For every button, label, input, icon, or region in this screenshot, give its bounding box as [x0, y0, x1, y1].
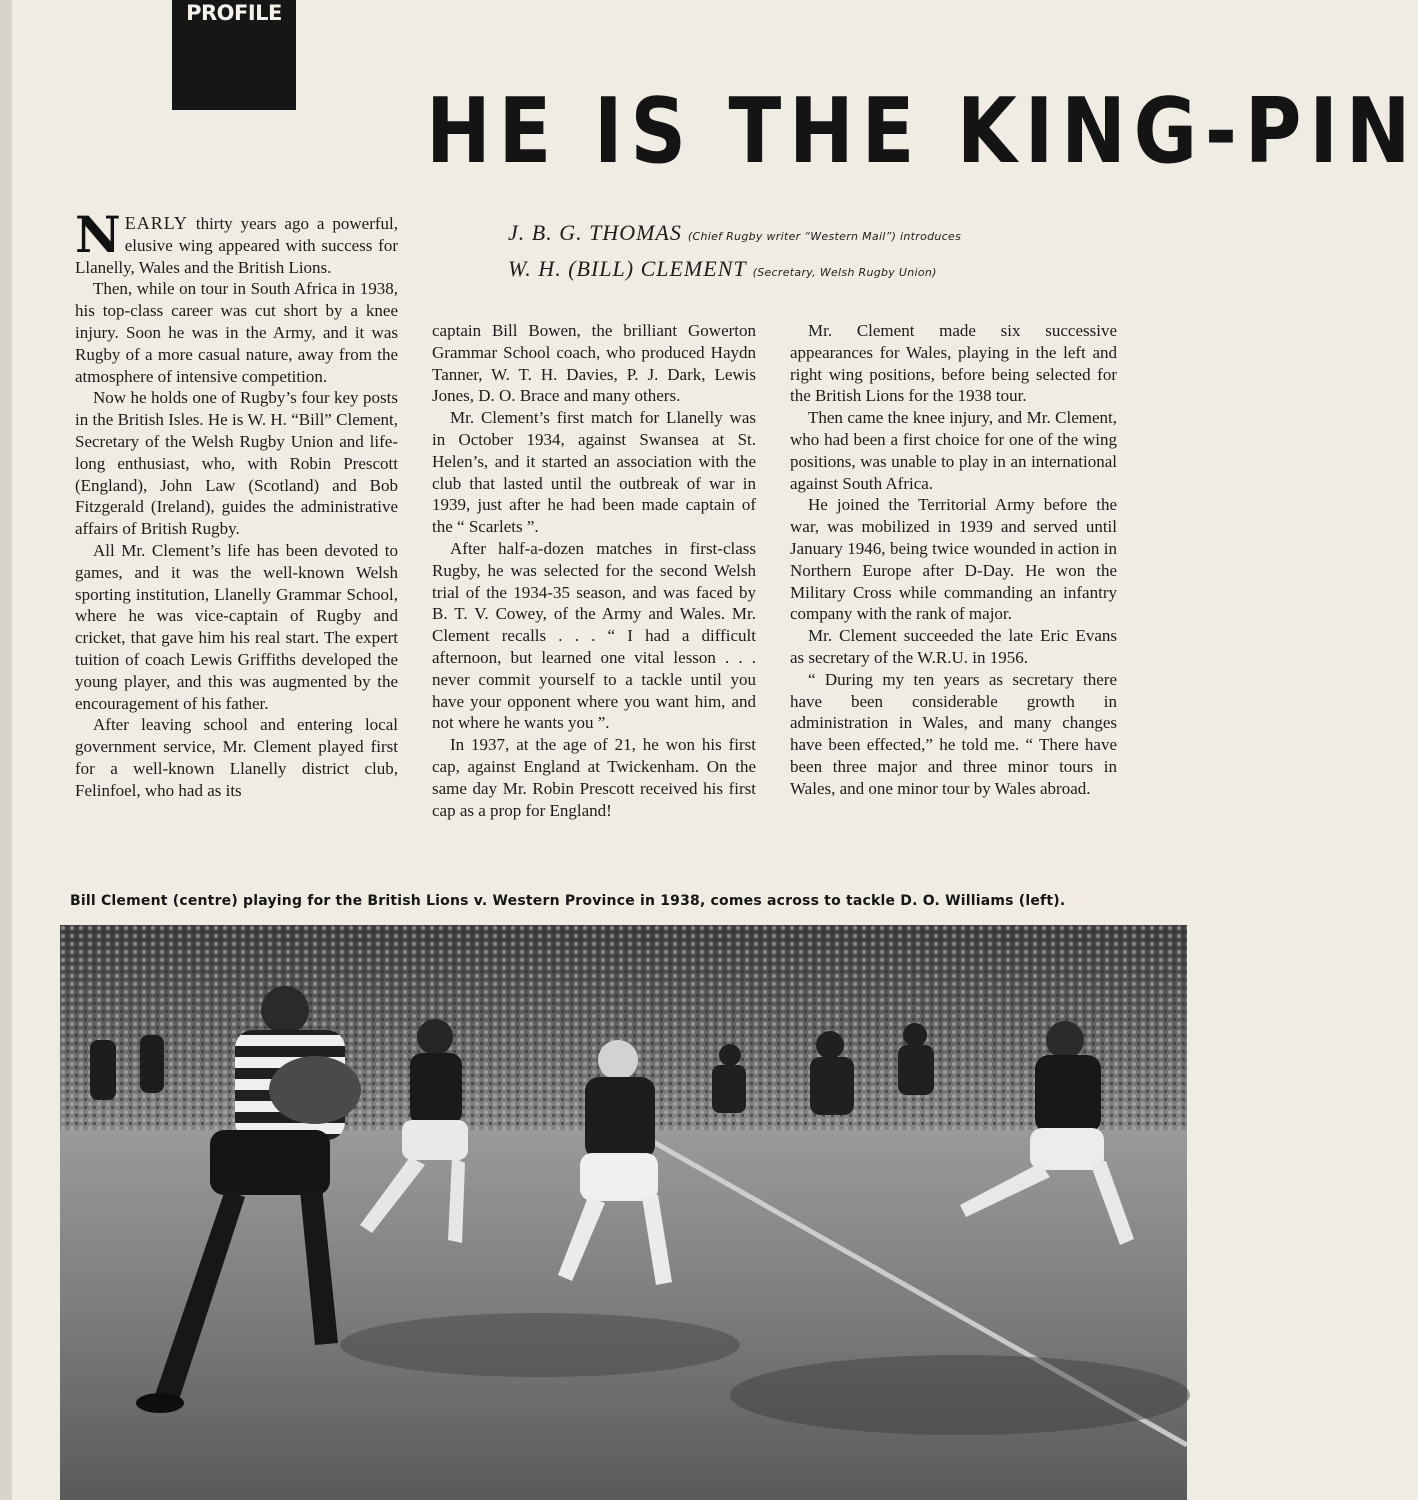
author-note: (Chief Rugby writer “Western Mail”) introduces — [687, 230, 962, 243]
article-paragraph: Mr. Clement made six successive appearances for Wales, playing in the left and right wing positions, before being selected for the British Lions for the 1938 tour. — [790, 321, 1117, 406]
article-paragraph: All Mr. Clement’s life has been devoted to games, and it was the well-known Welsh sporting institution, Llanelly Grammar School, where he was vice-captain of Rugby and cricket, that gave him his real start. The expert tuition of coach Lewis Griffiths developed the young player, and this was augmented by the encouragement of his father. — [75, 540, 398, 713]
article-paragraph: Mr. Clement’s first match for Llanelly was in October 1934, against Swansea at St. Helen’s, and it started an association with the club that lasted until the outbreak of war in 1939, just after he had been made captain of the “ Scarlets ”. — [432, 408, 756, 537]
article-paragraph: captain Bill Bowen, the brilliant Gowerton Grammar School coach, who produced Haydn Tanner, W. T. H. Davies, P. J. Dark, Lewis Jones, D. O. Brace and many others. — [432, 321, 756, 406]
subject-name: W. H. (BILL) CLEMENT — [508, 256, 747, 281]
match-photograph — [60, 925, 1187, 1500]
article-paragraph: After leaving school and entering local government service, Mr. Clement played first for a well-known Llanelly district club, Felinfoel, who had as its — [75, 715, 398, 800]
drop-cap: N — [75, 205, 121, 264]
article-column-1 — [75, 205, 398, 802]
article-paragraph: Now he holds one of Rugby’s four key posts in the British Isles. He is W. H. “Bill” Clement, Secretary of the Welsh Rugby Union and life-long enthusiast, who, with Robin Prescott (England), John Law (Scotland) and Bob Fitzgerald (Ireland), guides the administrative affairs of British Rugby. — [75, 388, 398, 539]
article-paragraph: Mr. Clement succeeded the late Eric Evans as secretary of the W.R.U. in 1956. — [790, 626, 1117, 667]
opening-words: EARLY — [124, 213, 188, 233]
article-paragraph: After half-a-dozen matches in first-class Rugby, he was selected for the second Welsh trial of the 1934-35 season, and was faced by B. T. V. Cowey, of the Army and Wales. Mr. Clement recalls . . . “ I had a difficult afternoon, but learned one vital lesson . . . never commit yourself to a tackle until you have your opponent where you want him, and not where he wants you ”. — [432, 538, 756, 733]
page-edge — [0, 0, 12, 1500]
article-paragraph: Then, while on tour in South Africa in 1938, his top-class career was cut short by a knee injury. Soon he was in the Army, and it was Rugby of a more casual nature, away from the atmosphere of intensive competition. — [75, 279, 398, 386]
article-paragraph: In 1937, at the age of 21, he won his first cap, against England at Twickenham. On the same day Mr. Robin Prescott received his first cap as a prop for England! — [432, 735, 756, 820]
article-column-3 — [790, 320, 1117, 800]
profile-section-block — [172, 0, 296, 110]
headline: HE IS THE KING-PIN — [426, 79, 1418, 184]
paragraph-text: thirty years ago a powerful, elusive wing appeared with success for Llanelly, Wales and the British Lions. — [75, 214, 398, 277]
article-paragraph: “ During my ten years as secretary there have been considerable growth in administration in Wales, and many changes have been effected,” he told me. “ There have been three major and three minor tours in Wales, and one minor tour by Wales abroad. — [790, 669, 1117, 798]
article-paragraph — [75, 205, 398, 278]
subject-note: (Secretary, Welsh Rugby Union) — [752, 266, 937, 279]
rugby-ball — [269, 1056, 361, 1124]
byline-author — [508, 220, 961, 246]
byline-subject — [508, 256, 937, 282]
section-label: PROFILE — [186, 1, 282, 25]
photo-caption: Bill Clement (centre) playing for the British Lions v. Western Province in 1938, comes across to tackle D. O. Williams (left). — [70, 893, 1066, 909]
article-paragraph: He joined the Territorial Army before the war, was mobilized in 1939 and served until January 1946, being twice wounded in action in Northern Europe after D-Day. He won the Military Cross while commanding an infantry company with the rank of major. — [790, 495, 1117, 624]
article-column-2 — [432, 320, 756, 821]
article-paragraph: Then came the knee injury, and Mr. Clement, who had been a first choice for one of the wing positions, was unable to play in an international against South Africa. — [790, 408, 1117, 493]
author-name: J. B. G. THOMAS — [508, 220, 682, 245]
